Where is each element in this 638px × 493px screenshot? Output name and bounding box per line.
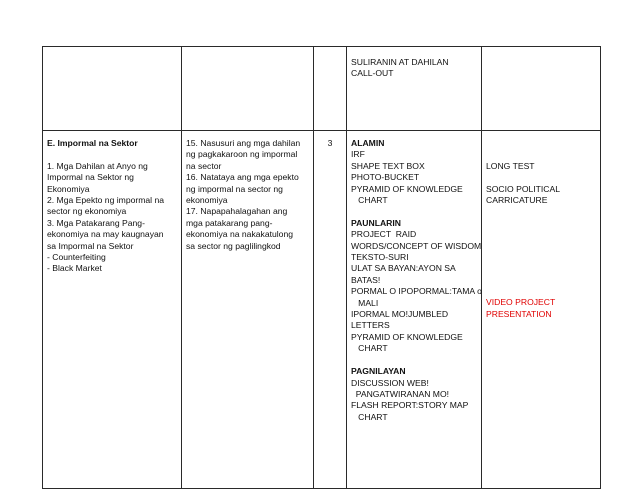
text-line: PHOTO-BUCKET <box>351 172 420 183</box>
text-line: SULIRANIN AT DAHILAN <box>351 57 449 67</box>
text-line: DISCUSSION WEB! <box>351 377 429 388</box>
text-line: ng impormal na sector ng <box>186 183 283 194</box>
text-line: FLASH REPORT:STORY MAP <box>351 400 469 411</box>
text-line: sa sector ng paglilingkod <box>186 240 281 251</box>
text-line: PANGATWIRANAN MO! <box>351 388 450 399</box>
text-line: ng pagkakaroon ng impormal <box>186 149 298 160</box>
text-line: PROJECT RAID <box>351 229 417 240</box>
text-line: ekonomiya <box>186 195 228 206</box>
section-heading-alamin: ALAMIN <box>351 138 385 148</box>
text-line: CHART <box>351 195 388 206</box>
text-line: 15. Nasusuri ang mga dahilan <box>186 138 301 148</box>
text-line: 2. Mga Epekto ng impormal na <box>47 195 165 206</box>
text-line: 1. Mga Dahilan at Anyo ng <box>47 160 148 171</box>
long-test-label: LONG TEST <box>486 160 535 171</box>
cell-competencies <box>182 131 314 489</box>
cell-competency-top <box>182 47 314 131</box>
text-line: Ekonomiya <box>47 183 90 194</box>
section-heading-pagnilayan: PAGNILAYAN <box>351 366 406 377</box>
text-line: PYRAMID OF KNOWLEDGE <box>351 183 463 194</box>
days-value: 3 <box>327 138 333 148</box>
text-line: ULAT SA BAYAN:AYON SA <box>351 263 456 274</box>
carricature-label: CARRICATURE <box>486 194 548 205</box>
cell-topic <box>43 131 182 489</box>
section-heading-paunlarin: PAUNLARIN <box>351 217 401 228</box>
text-line: ekonomiya na may kaugnayan <box>47 229 164 240</box>
text-line: sa Impormal na Sektor <box>47 240 134 251</box>
text-line: PORMAL O IPOPORMAL:TAMA o <box>351 286 482 297</box>
text-line: CHART <box>351 343 388 354</box>
video-project-label: VIDEO PROJECT <box>486 297 556 308</box>
curriculum-table <box>42 46 601 489</box>
text-line: ekonomiya na nakakatulong <box>186 229 294 240</box>
text-line: mga patakarang pang- <box>186 217 273 228</box>
text-line: IPORMAL MO!JUMBLED <box>351 309 449 320</box>
cell-activities <box>347 131 482 489</box>
text-line: Impormal na Sektor ng <box>47 172 134 183</box>
text-line: SHAPE TEXT BOX <box>351 160 425 171</box>
table-row <box>43 131 601 489</box>
cell-assessment <box>482 131 601 489</box>
text-line: BATAS! <box>351 274 381 285</box>
cell-topic-top <box>43 47 182 131</box>
text-line: 3. Mga Patakarang Pang- <box>47 217 145 228</box>
text-line: MALI <box>351 297 379 308</box>
text-line: TEKSTO-SURI <box>351 252 409 263</box>
cell-activities-top <box>347 47 482 131</box>
cell-days-top <box>314 47 347 131</box>
text-line: - Black Market <box>47 263 102 274</box>
presentation-label: PRESENTATION <box>486 308 552 319</box>
text-line: PYRAMID OF KNOWLEDGE <box>351 331 463 342</box>
text-line: - Counterfeiting <box>47 252 106 263</box>
text-line: CALL-OUT <box>351 68 394 79</box>
text-line: LETTERS <box>351 320 390 331</box>
text-line: na sector <box>186 160 222 171</box>
cell-assessment-top <box>482 47 601 131</box>
cell-days <box>314 131 347 489</box>
text-line: 16. Natataya ang mga epekto <box>186 172 299 183</box>
table-row <box>43 47 601 131</box>
text-line: IRF <box>351 149 365 160</box>
text-line: sector ng ekonomiya <box>47 206 127 217</box>
text-line: CHART <box>351 411 388 422</box>
socio-political-label: SOCIO POLITICAL <box>486 183 561 194</box>
text-line: 17. Napapahalagahan ang <box>186 206 288 217</box>
topic-title: E. Impormal na Sektor <box>47 138 138 148</box>
text-line: WORDS/CONCEPT OF WISDOM <box>351 240 482 251</box>
